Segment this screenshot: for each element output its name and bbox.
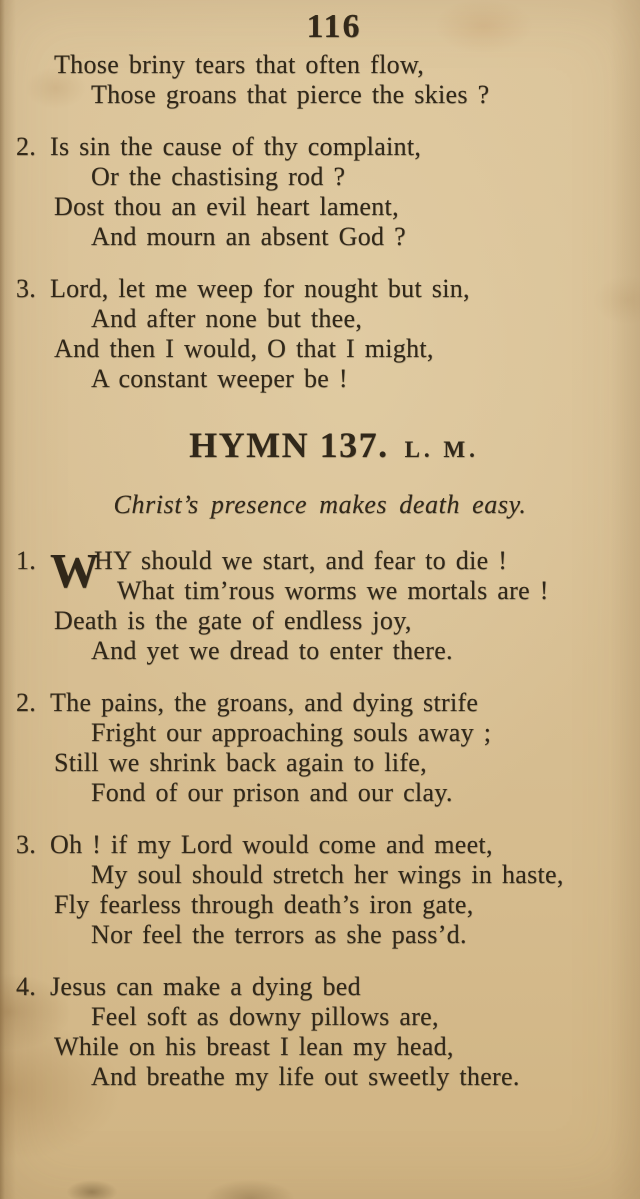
verse-line-text: Jesus can make a dying bed xyxy=(50,972,361,1001)
verse-line xyxy=(0,132,640,162)
verse-line xyxy=(0,972,640,1002)
verse-partial xyxy=(0,50,640,110)
verse-number: 2. xyxy=(16,688,37,717)
hymn-meter: L. M. xyxy=(404,437,479,462)
verse-number: 3. xyxy=(16,274,37,303)
verse-line: While on his breast I lean my head, xyxy=(54,1032,454,1061)
verse-number: 3. xyxy=(16,830,37,859)
verse-line: A constant weeper be ! xyxy=(91,364,348,393)
verse-line: And then I would, O that I might, xyxy=(54,334,434,363)
previous-hymn-section xyxy=(0,50,640,394)
verse-number: 1. xyxy=(16,546,37,575)
verse-line: And after none but thee, xyxy=(91,304,363,333)
verse-line: Fond of our prison and our clay. xyxy=(91,778,453,807)
verse-line: And yet we dread to enter there. xyxy=(91,636,453,665)
verse-line: My soul should stretch her wings in haste, xyxy=(91,860,564,889)
verse-line: Fly fearless through death’s iron gate, xyxy=(54,890,474,919)
verse-line xyxy=(0,546,640,576)
verse-number: 2. xyxy=(16,132,37,161)
verse xyxy=(0,132,640,252)
verse-line-text: The pains, the groans, and dying strife xyxy=(50,688,479,717)
page-number: 116 xyxy=(306,8,362,45)
verse-line-text: Is sin the cause of thy complaint, xyxy=(50,132,422,161)
verse-line: Death is the gate of endless joy, xyxy=(54,606,412,635)
verse-line-text: HY should we start, and fear to die ! xyxy=(94,546,508,575)
page-body xyxy=(0,50,640,1092)
verse xyxy=(0,972,640,1092)
verse-number: 4. xyxy=(16,972,37,1001)
verse-line: Those briny tears that often flow, xyxy=(54,50,425,79)
verse-line: Still we shrink back again to life, xyxy=(54,748,427,777)
verse-line: Those groans that pierce the skies ? xyxy=(91,80,490,109)
verse-line: What tim’rous worms we mortals are ! xyxy=(117,576,549,605)
verse xyxy=(0,830,640,950)
verse-line: Or the chastising rod ? xyxy=(91,162,346,191)
verse-line: And mourn an absent God ? xyxy=(91,222,406,251)
hymn-heading xyxy=(14,424,640,474)
dropcap-letter: W xyxy=(50,543,99,598)
verse-line xyxy=(0,274,640,304)
hymn-body xyxy=(0,543,640,1092)
verse xyxy=(0,274,640,394)
verse xyxy=(0,688,640,808)
verse-line: Fright our approaching souls away ; xyxy=(91,718,492,747)
verse xyxy=(0,543,640,666)
verse-line: Nor feel the terrors as she pass’d. xyxy=(91,920,467,949)
verse-line: Dost thou an evil heart lament, xyxy=(54,192,399,221)
verse-line xyxy=(0,688,640,718)
verse-line-text: Oh ! if my Lord would come and meet, xyxy=(50,830,493,859)
verse-line xyxy=(0,830,640,860)
verse-line-text: Lord, let me weep for nought but sin, xyxy=(50,274,470,303)
verse-line: And breathe my life out sweetly there. xyxy=(91,1062,520,1091)
verse-line: Feel soft as downy pillows are, xyxy=(91,1002,439,1031)
hymn-subtitle: Christ’s presence makes death easy. xyxy=(113,490,527,519)
hymn-section xyxy=(0,424,640,1092)
hymn-title: HYMN 137. xyxy=(189,425,389,465)
